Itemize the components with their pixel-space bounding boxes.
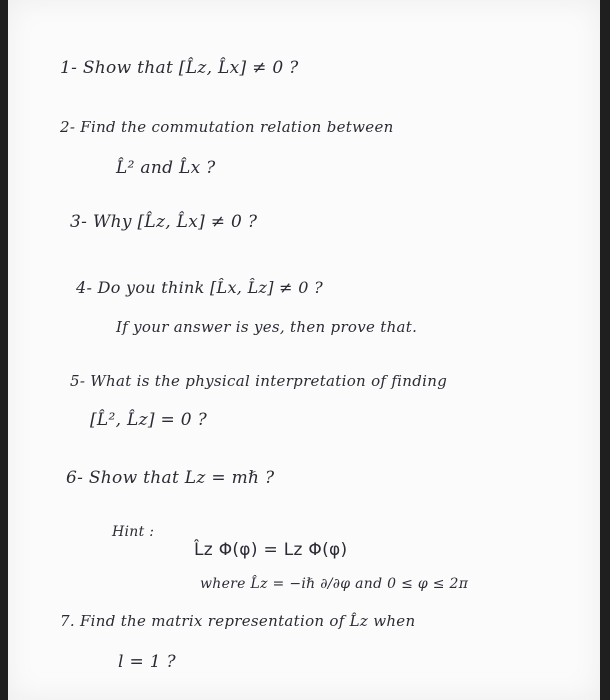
question-4-line-1: 4- Do you think [L̂x, L̂z] ≠ 0 ? xyxy=(76,278,323,297)
question-5-line-1: 5- What is the physical interpretation of finding xyxy=(70,372,448,390)
question-7-line-1: 7. Find the matrix representation of L̂z when xyxy=(60,612,416,630)
hint-equation: L̂z Φ(φ) = Lz Φ(φ) xyxy=(194,540,348,560)
hint-label: Hint : xyxy=(112,524,155,540)
handwritten-page xyxy=(8,0,600,700)
question-3: 3- Why [L̂z, L̂x] ≠ 0 ? xyxy=(70,212,258,232)
hint-where-clause: where L̂z = −iℏ ∂/∂φ and 0 ≤ φ ≤ 2π xyxy=(200,576,469,592)
question-1: 1- Show that [L̂z, L̂x] ≠ 0 ? xyxy=(60,58,299,78)
question-2-line-1: 2- Find the commutation relation between xyxy=(60,118,394,136)
question-7-line-2: l = 1 ? xyxy=(118,652,176,672)
question-4-line-2: If your answer is yes, then prove that. xyxy=(116,318,418,336)
question-2-line-2: L̂² and L̂x ? xyxy=(116,158,216,178)
question-5-line-2: [L̂², L̂z] = 0 ? xyxy=(90,410,208,430)
question-6: 6- Show that Lz = mℏ ? xyxy=(66,468,275,488)
